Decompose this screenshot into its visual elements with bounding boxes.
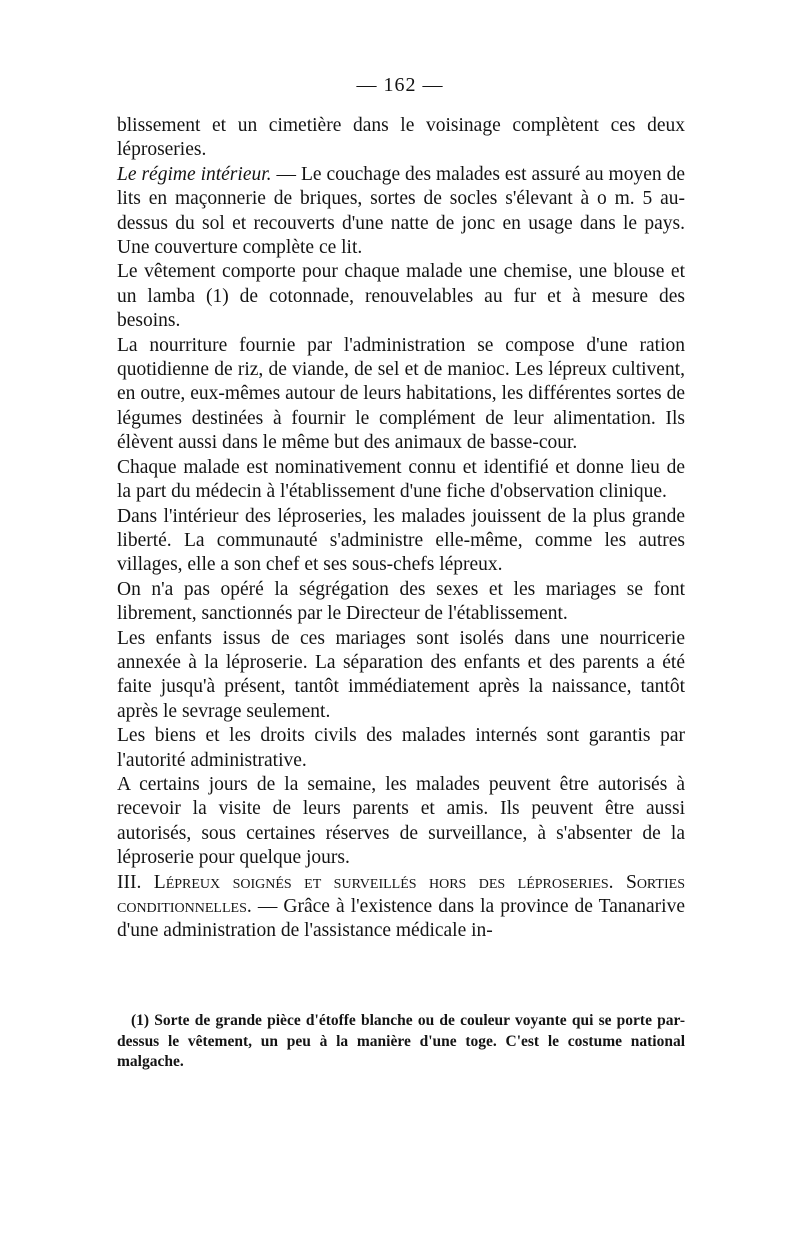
paragraph-1: blissement et un cimetière dans le voisinage complètent ces deux léproseries. — [117, 115, 685, 161]
section-title-regime: Le régime intérieur. — [117, 163, 272, 185]
footnote-text: (1) Sorte de grande pièce d'étoffe blanche ou de couleur voyante qui se porte par-dessus le vêtement, un peu à la manière d'une toge. C'est le costume national malgache. — [117, 1012, 685, 1070]
paragraph-2-text: — Le couchage des malades est assuré au moyen de lits en maçonnerie de briques, sortes de socles s'élevant à o m. 5 au-dessus du sol et recouverts d'une natte de jonc en usage dans le pays. Une couverture complète ce lit. — [117, 163, 685, 259]
paragraph-2 — [117, 163, 685, 261]
paragraph-11-text: — Grâce à l'existence dans la province de Tananarive d'une administration de l'assistance médicale in- — [117, 896, 685, 942]
section-heading-iii: III. Lépreux soignés et surveillés hors des léproseries. Sorties conditionnelles. — [117, 871, 685, 917]
paragraph-10: A certains jours de la semaine, les malades peuvent être autorisés à recevoir la visite de leurs parents et amis. Ils peuvent être aussi autorisés, sous certaines réserves de surveillance, à s'absenter de la léproserie pour quelque jours. — [117, 773, 685, 869]
paragraph-3: Le vêtement comporte pour chaque malade une chemise, une blouse et un lamba (1) de cotonnade, renouvelables au fur et à mesure des besoins. — [117, 261, 685, 332]
page-number: — 162 — — [356, 74, 444, 96]
body-text — [117, 114, 685, 944]
paragraph-8: Les enfants issus de ces mariages sont isolés dans une nourricerie annexée à la léproserie. La séparation des enfants et des parents a été faite jusqu'à présent, tantôt immédiatement après la naissance, tantôt après le sevrage seulement. — [117, 627, 685, 722]
paragraph-5: Chaque malade est nominativement connu et identifié et donne lieu de la part du médecin à l'établissement d'une fiche d'observation clinique. — [117, 456, 685, 503]
paragraph-7: On n'a pas opéré la ségrégation des sexes et les mariages se font librement, sanctionnés par le Directeur de l'établissement. — [117, 578, 685, 625]
footnote — [117, 1011, 685, 1073]
paragraph-11 — [117, 871, 685, 944]
paragraph-9: Les biens et les droits civils des malades internés sont garantis par l'autorité administrative. — [117, 725, 685, 771]
paragraph-6: Dans l'intérieur des léproseries, les malades jouissent de la plus grande liberté. La communauté s'administre elle-même, comme les autres villages, elle a son chef et ses sous-chefs lépreux. — [117, 505, 685, 576]
paragraph-4: La nourriture fournie par l'administration se compose d'une ration quotidienne de riz, de viande, de sel et de manioc. Les lépreux cultivent, en outre, eux-mêmes autour de leurs habitations, les différentes sortes de légumes destinées à fournir le complément de leur alimentation. Ils élèvent aussi dans le même but des animaux de basse-cour. — [117, 334, 685, 454]
